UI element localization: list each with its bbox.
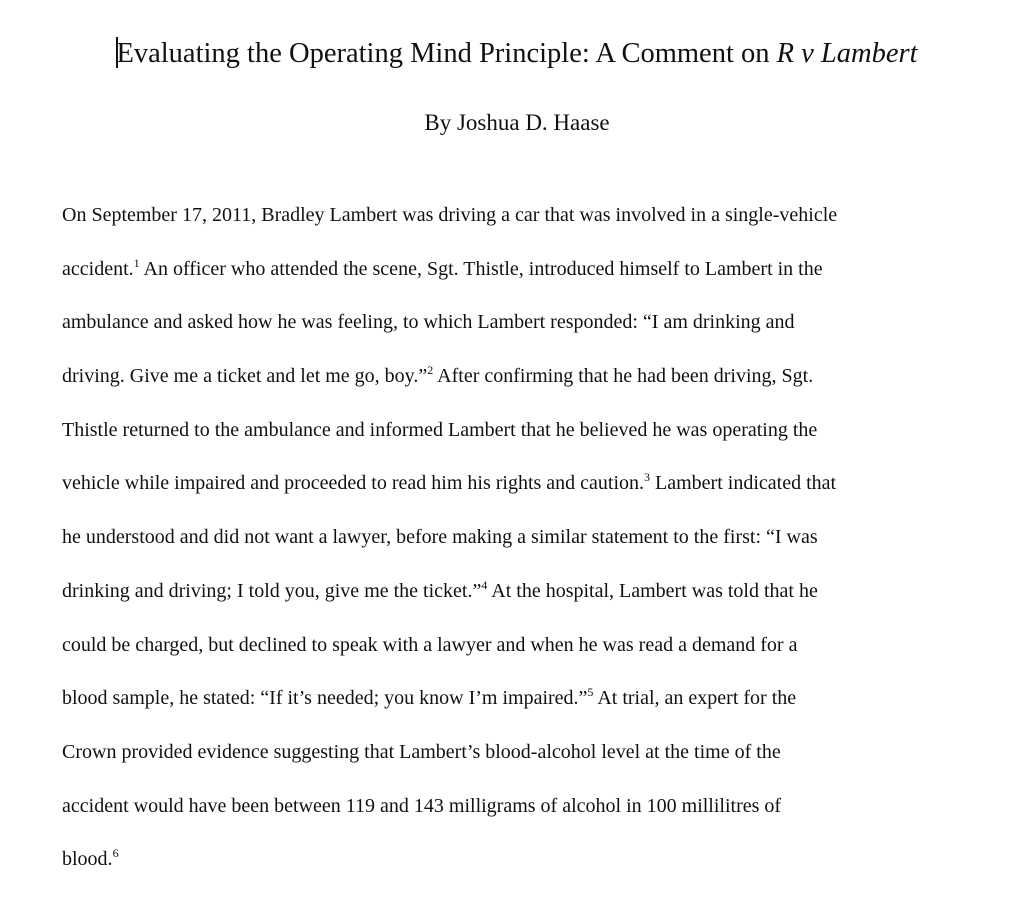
text-run: On September 17, 2011, Bradley Lambert was driving a car that was involved in a single-vehicle	[62, 204, 838, 226]
text-line	[62, 201, 982, 255]
case-name: R v Lambert	[776, 38, 918, 69]
footnote-ref-1[interactable]: 1	[133, 255, 140, 270]
text-line	[62, 738, 982, 792]
text-line	[62, 577, 982, 631]
text-line	[62, 631, 982, 685]
title-text: Evaluating the Operating Mind Principle: A Comment on	[116, 38, 777, 69]
text-line	[62, 362, 982, 416]
body-paragraph	[62, 201, 982, 899]
footnote-ref-6[interactable]: 6	[112, 846, 119, 861]
text-run: At the hospital, Lambert was told that he	[491, 579, 818, 602]
footnote-ref-2[interactable]: 2	[427, 363, 434, 378]
text-line	[62, 523, 982, 577]
text-run: he understood and did not want a lawyer, before making a similar statement to the first: “I was	[62, 526, 818, 549]
text-line	[62, 792, 982, 846]
text-run: Crown provided evidence suggesting that Lambert’s blood-alcohol level at the time of the	[62, 740, 781, 763]
text-run: drinking and driving; I told you, give me the ticket.”	[62, 579, 482, 602]
text-run: blood.	[62, 848, 113, 871]
text-run: ambulance and asked how he was feeling, to which Lambert responded: “I am drinking and	[62, 311, 795, 334]
footnote-ref-5[interactable]: 5	[587, 685, 594, 700]
text-run: could be charged, but declined to speak with a lawyer and when he was read a demand for a	[62, 633, 798, 656]
footnote-ref-3[interactable]: 3	[644, 470, 651, 485]
text-line	[62, 469, 982, 523]
text-run: accident would have been between 119 and 143 milligrams of alcohol in 100 millilitres of	[62, 794, 782, 817]
text-run: Lambert indicated that	[655, 472, 837, 495]
document-title	[0, 34, 1018, 74]
text-run: accident.	[62, 257, 134, 280]
text-run: vehicle while impaired and proceeded to read him his rights and caution.	[62, 472, 645, 495]
text-line	[62, 684, 982, 738]
text-run: At trial, an expert for the	[597, 687, 797, 710]
footnote-ref-4[interactable]: 4	[481, 577, 488, 592]
text-run: An officer who attended the scene, Sgt. Thistle, introduced himself to Lambert in the	[143, 257, 823, 280]
text-run: blood sample, he stated: “If it’s needed; you know I’m impaired.”	[62, 687, 588, 710]
text-line	[62, 416, 982, 470]
text-run: After confirming that he had been driving, Sgt.	[437, 365, 814, 388]
text-run: Thistle returned to the ambulance and informed Lambert that he believed he was operating the	[62, 418, 818, 441]
text-line	[62, 255, 982, 309]
text-run: driving. Give me a ticket and let me go, boy.”	[62, 365, 428, 388]
text-line	[62, 308, 982, 362]
text-line	[62, 845, 982, 899]
author-byline: By Joshua D. Haase	[424, 110, 610, 135]
